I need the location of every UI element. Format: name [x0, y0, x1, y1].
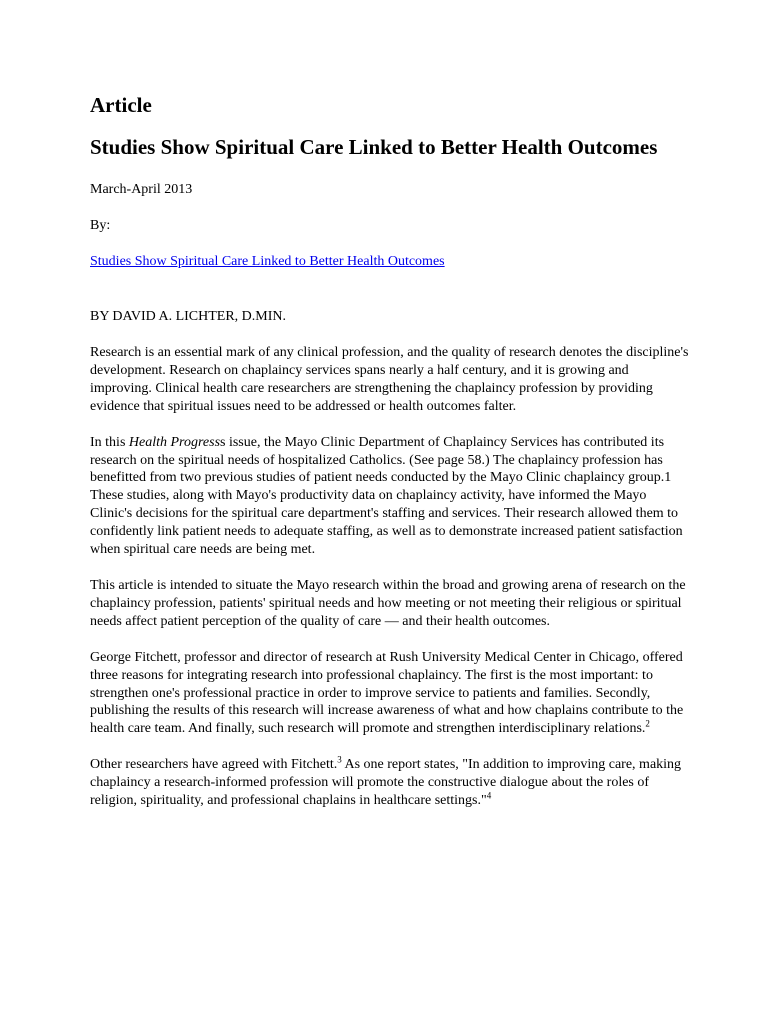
paragraph-4 — [90, 649, 690, 739]
paragraph-5 — [90, 756, 690, 810]
paragraph-2 — [90, 434, 690, 559]
article-title-link[interactable]: Studies Show Spiritual Care Linked to Better Health Outcomes — [90, 254, 445, 269]
publication-date: March-April 2013 — [90, 182, 193, 197]
paragraph-3: This article is intended to situate the Mayo research within the broad and growing arena of research on the chaplaincy profession, patients' spiritual needs and how meeting or not meeting their religious or spiritual needs affect patient perception of the quality of care — and their health outcomes. — [90, 577, 686, 629]
author-byline: BY DAVID A. LICHTER, D.MIN. — [90, 309, 286, 324]
article-body — [90, 90, 690, 828]
footnote-ref-3: 3 — [337, 754, 342, 765]
publication-name: Health Progress — [128, 434, 221, 450]
paragraph-5-body: As one report states, "In addition to improving care, making chaplaincy a research-informed profession will promote the constructive dialogue about the roles of religion, spirituality, and professional chaplains in healthcare settings." — [90, 757, 682, 809]
footnote-ref-4: 4 — [486, 790, 492, 801]
by-label: By: — [90, 218, 111, 233]
article-title: Studies Show Spiritual Care Linked to Better Health Outcomes — [90, 135, 658, 159]
paragraph-1: Research is an essential mark of any clinical profession, and the quality of research denotes the discipline's development. Research on chaplaincy services spans nearly a half century, and it is growing and improving. Clinical health care researchers are strengthening the chaplaincy profession by providing evidence that spiritual issues need to be addressed or health outcomes falter. — [90, 345, 689, 414]
paragraph-2-body: s issue, the Mayo Clinic Department of Chaplaincy Services has contributed its research on the spiritual needs of hospitalized Catholics. (See page 58.) The chaplaincy profession has benefitted from two previous studies of patient needs conducted by the Mayo Clinic chaplaincy group.1 These studies, along with Mayo's productivity data on chaplaincy activity, have informed the Mayo Clinic's decisions for the spiritual care department's staffing and services. Their research allowed them to confidently link patient needs to adequate staffing, as well as to demonstrate increased patient satisfaction when spiritual care needs are being met. — [90, 434, 683, 558]
paragraph-5-intro: Other researchers have agreed with Fitchett. — [90, 757, 338, 773]
footnote-ref-2: 2 — [645, 718, 650, 729]
section-label: Article — [90, 93, 152, 117]
paragraph-4-body: George Fitchett, professor and director of research at Rush University Medical Center in Chicago, offered three reasons for integrating research into professional chaplaincy. The first is the most important: to strengthen one's professional practice in order to improve service to patients and families. Secondly, publishing the results of this research will increase awareness of what and how chaplains contribute to the health care team. And finally, such research will promote and strengthen interdisciplinary relations. — [90, 649, 684, 737]
article-link-container — [90, 253, 690, 271]
paragraph-2-intro: In this — [90, 434, 129, 450]
